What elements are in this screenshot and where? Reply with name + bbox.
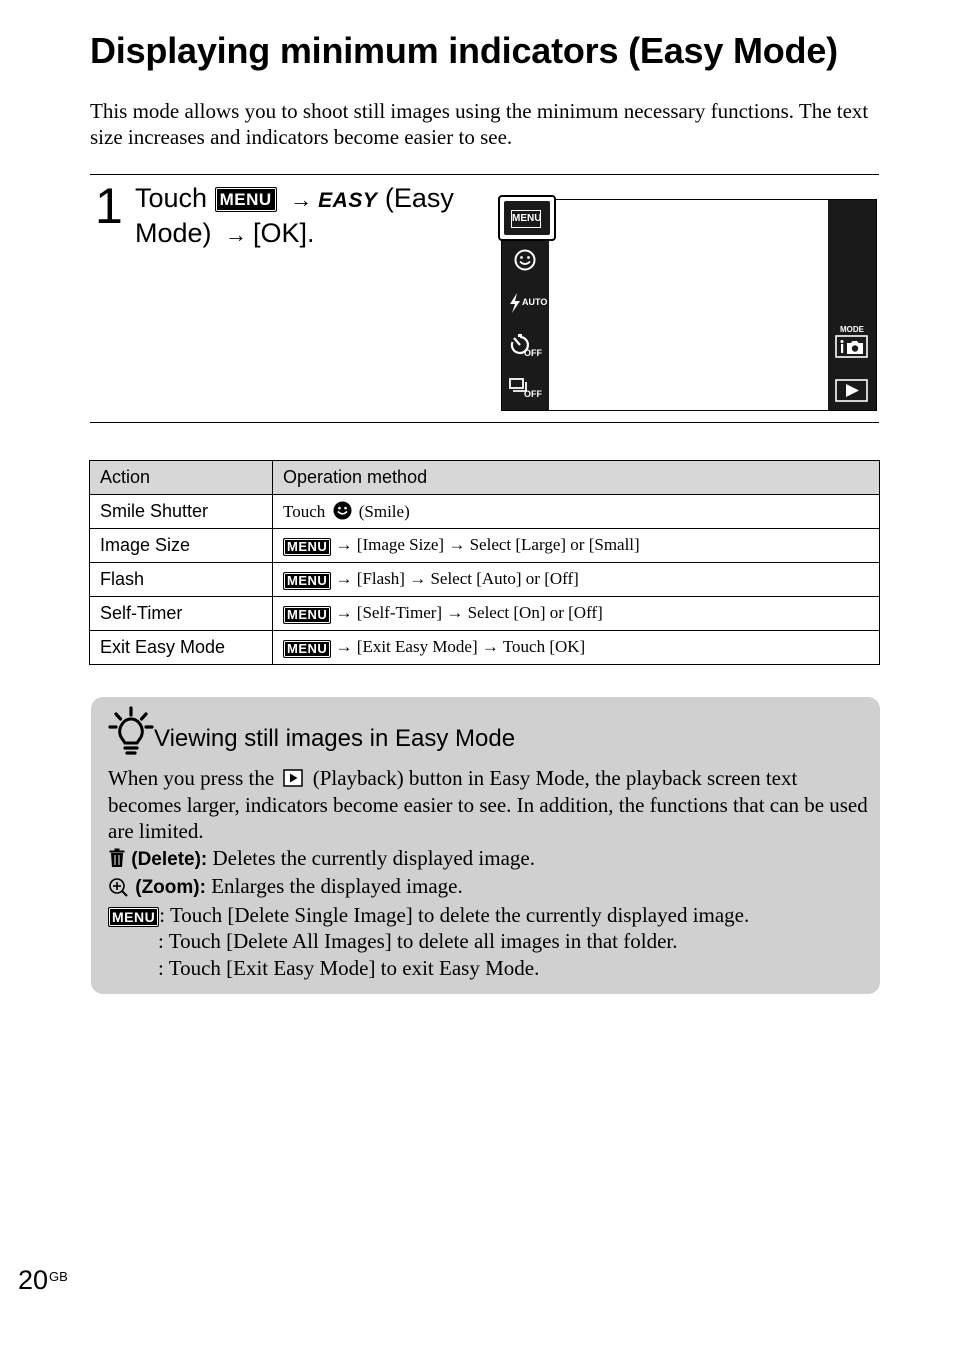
table-header-row xyxy=(90,461,880,495)
method-text: → [Image Size] → Select [Large] or [Small] xyxy=(335,535,640,555)
delete-label: (Delete): xyxy=(131,848,208,870)
hint-delete-line xyxy=(108,845,868,874)
menu-icon: MENU xyxy=(108,907,159,927)
hint-lightbulb-icon xyxy=(108,706,154,760)
method-text: → [Flash] → Select [Auto] or [Off] xyxy=(335,569,579,589)
method-text: → [Self-Timer] → Select [On] or [Off] xyxy=(335,603,603,623)
arrow-icon: → xyxy=(225,222,248,247)
intelligent-auto-icon[interactable] xyxy=(835,335,868,358)
table-cell-method xyxy=(273,563,880,597)
table-header-action: Action xyxy=(90,461,273,495)
section-top-rule xyxy=(90,174,879,175)
zoom-icon xyxy=(108,877,130,897)
easy-icon: EASY xyxy=(318,189,378,212)
table-row xyxy=(90,529,880,563)
menu-icon: MENU xyxy=(283,640,331,658)
page-number-suffix: GB xyxy=(49,1269,68,1284)
self-timer-off-label: OFF xyxy=(524,348,542,358)
page-title: Displaying minimum indicators (Easy Mode) xyxy=(90,30,838,71)
table-row xyxy=(90,597,880,631)
table-cell-method xyxy=(273,631,880,665)
smile-icon[interactable] xyxy=(514,249,536,271)
delete-text: Deletes the currently displayed image. xyxy=(212,845,535,870)
menu-line-text: : Touch [Delete All Images] to delete all images in that folder. xyxy=(158,929,678,953)
camera-menu-button[interactable] xyxy=(498,195,556,241)
table-row xyxy=(90,631,880,665)
hint-text: When you press the xyxy=(108,766,275,790)
page-number-value: 20 xyxy=(18,1265,49,1295)
playback-icon[interactable] xyxy=(835,379,868,402)
playback-icon xyxy=(283,769,303,787)
menu-icon: MENU xyxy=(283,606,331,624)
table-cell-action: Smile Shutter xyxy=(90,495,273,529)
table-cell-action: Self-Timer xyxy=(90,597,273,631)
method-text: → [Exit Easy Mode] → Touch [OK] xyxy=(335,637,586,657)
camera-screen-illustration xyxy=(501,199,877,411)
table-cell-action: Exit Easy Mode xyxy=(90,631,273,665)
hint-paragraph xyxy=(108,765,868,845)
table-cell-action: Image Size xyxy=(90,529,273,563)
hint-menu-line xyxy=(108,955,868,982)
menu-icon: MENU xyxy=(283,538,331,556)
trash-icon xyxy=(108,848,126,868)
method-touch-text: Touch xyxy=(283,502,326,521)
step-ok-text: [OK]. xyxy=(253,218,315,248)
camera-menu-label: MENU xyxy=(511,210,541,228)
mode-label: MODE xyxy=(840,325,864,334)
table-row xyxy=(90,563,880,597)
flash-auto-label: AUTO xyxy=(522,297,548,307)
menu-icon: MENU xyxy=(215,187,277,212)
zoom-label: (Zoom): xyxy=(135,877,206,898)
hint-zoom-line xyxy=(108,873,868,902)
burst-off-label: OFF xyxy=(524,389,542,399)
hint-body xyxy=(108,765,868,981)
smile-icon xyxy=(333,501,352,520)
hint-menu-line xyxy=(108,902,868,929)
flash-auto-icon[interactable] xyxy=(508,292,522,314)
hint-text: (Playback) button in Easy Mode, the playback screen text becomes larger, indicators become easier to see. In addition, the functions that can be used are limited. xyxy=(108,766,868,843)
zoom-text: Enlarges the displayed image. xyxy=(211,874,463,898)
camera-right-panel xyxy=(828,200,876,410)
table-cell-method xyxy=(273,529,880,563)
menu-icon: MENU xyxy=(283,572,331,590)
menu-line-text: : Touch [Exit Easy Mode] to exit Easy Mode. xyxy=(158,955,540,980)
step-touch-text: Touch xyxy=(135,183,208,213)
operations-table xyxy=(89,460,880,665)
hint-menu-line xyxy=(108,928,868,955)
step-instruction xyxy=(135,182,485,251)
table-cell-method xyxy=(273,597,880,631)
step-easy-mode-text: (Easy Mode) xyxy=(135,183,454,248)
arrow-icon: → xyxy=(290,187,313,212)
page-number xyxy=(18,1265,68,1296)
menu-line-text: : Touch [Delete Single Image] to delete the currently displayed image. xyxy=(159,902,750,927)
table-cell-action: Flash xyxy=(90,563,273,597)
table-header-method: Operation method xyxy=(273,461,880,495)
hint-title: Viewing still images in Easy Mode xyxy=(154,725,516,752)
step-number: 1 xyxy=(95,178,123,234)
table-cell-method xyxy=(273,495,880,529)
table-row xyxy=(90,495,880,529)
intro-paragraph: This mode allows you to shoot still images using the minimum necessary functions. The text size increases and indicators become easier to see. xyxy=(90,99,869,149)
method-text: (Smile) xyxy=(358,502,410,521)
section-bottom-rule xyxy=(90,422,879,423)
